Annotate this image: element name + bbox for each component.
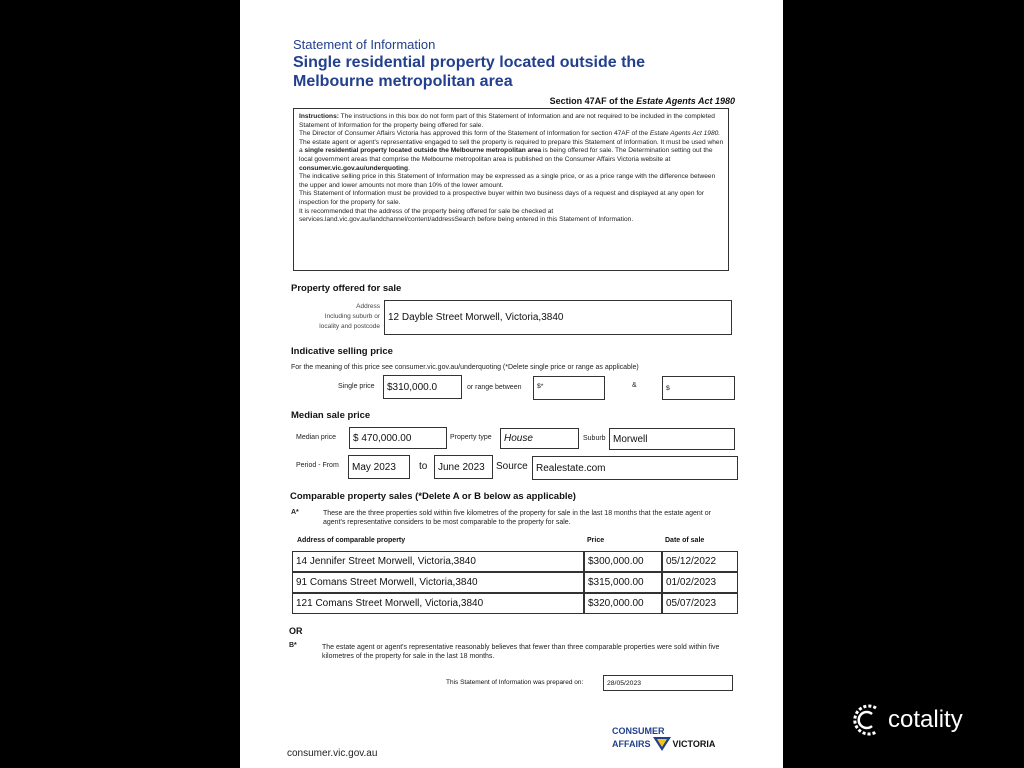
cotality-watermark: cotality [850,700,963,740]
table-row [292,572,738,593]
address-field[interactable]: 12 Dayble Street Morwell, Victoria,3840 [384,300,732,335]
range-label: or range between [467,384,522,391]
period-to-field[interactable]: June 2023 [434,455,493,479]
instructions-para-1: Instructions: The instructions in this box do not form part of this Statement of Information and are not required to be included in the completed Statement of Information for the property being offered for sale. [299,113,715,129]
prepared-date-field[interactable]: 28/05/2023 [603,675,733,691]
document-title: Single residential property located outside the Melbourne metropolitan area [293,54,646,90]
row-address-field[interactable]: 14 Jennifer Street Morwell, Victoria,3840 [292,551,584,572]
instructions-para-6: It is recommended that the address of the property being offered for sale be checked at services.land.vic.gov.au/landchannel/content/addressSearch before being entered in this Statement of Information. [299,207,634,224]
range-from-field[interactable]: $* [533,376,605,400]
instructions-box [293,108,729,271]
row-price-field[interactable]: $300,000.00 [584,551,662,572]
col-header-address: Address of comparable property [297,537,406,544]
option-b-text: The estate agent or agent's representative reasonably believes that fewer than three comparable properties were sold within five kilometres of the property for sale in the last 18 months. [322,644,720,660]
victoria-triangle-icon [652,736,672,752]
document-subtitle: Statement of Information [293,37,436,52]
range-ampersand: & [632,382,637,389]
row-address-field[interactable]: 121 Comans Street Morwell, Victoria,3840 [292,593,584,614]
row-price-field[interactable]: $320,000.00 [584,593,662,614]
address-label: Address Including suburb or locality and postcode [319,303,380,330]
footer-url: consumer.vic.gov.au [287,748,378,759]
option-a-text: These are the three properties sold within five kilometres of the property for sale in the last 18 months that the estate agent or agent's representative considers to be most comparable to the property for sale. [323,510,711,526]
single-price-field[interactable]: $310,000.0 [383,375,462,399]
document-page [240,0,783,768]
property-type-label: Property type [450,434,492,441]
cotality-logo-icon [850,700,886,740]
row-address-field[interactable]: 91 Comans Street Morwell, Victoria,3840 [292,572,584,593]
median-heading: Median sale price [291,410,371,421]
row-price-field[interactable]: $315,000.00 [584,572,662,593]
option-b-mark: B* [289,642,297,649]
table-row [292,593,738,614]
median-price-label: Median price [296,434,337,441]
col-header-date: Date of sale [665,537,705,544]
or-separator: OR [289,626,303,636]
instructions-para-5: This Statement of Information must be provided to a prospective buyer within two business days of a request and displayed at any open for inspection for the property for sale. [299,190,705,206]
median-price-field[interactable]: $ 470,000.00 [349,427,447,449]
instructions-para-2: The Director of Consumer Affairs Victoria has approved this form of the Statement of Information for section 47AF of the Estate Agents Act 1980. [299,130,721,138]
col-header-price: Price [587,537,605,544]
period-from-field[interactable]: May 2023 [348,455,410,479]
period-to-label: to [419,461,428,472]
instructions-para-3: The estate agent or agent's representative engaged to sell the property is required to prepare this Statement of Information. It must be used when a single residential property located outside the Melbourne metropolitan area is being offered for sale. The Determination setting out the local government areas that comprise the Melbourne metropolitan area is published on the Consumer Affairs Victoria website at consumer.vic.gov.au/underquoting. [299,138,724,172]
suburb-field[interactable]: Morwell [609,428,735,450]
property-type-field[interactable]: House [500,428,579,449]
period-from-label: Period - From [296,462,339,469]
single-price-label: Single price [338,383,375,390]
table-row [292,551,738,572]
source-field[interactable]: Realestate.com [532,456,738,480]
source-label: Source [496,461,528,472]
section-reference: Section 47AF of the Estate Agents Act 1980 [549,96,735,106]
option-a-mark: A* [291,509,299,516]
instructions-para-4: The indicative selling price in this Statement of Information may be expressed as a single price, or as a price range with the difference between the upper and lower amounts not more than 10% of the lower amount. [299,173,716,189]
row-date-field[interactable]: 05/12/2022 [662,551,738,572]
indicative-note: For the meaning of this price see consumer.vic.gov.au/underquoting (*Delete single price or range as applicable) [291,364,639,371]
consumer-affairs-victoria-logo: CONSUMER AFFAIRS VICTORIA [612,726,715,752]
row-date-field[interactable]: 05/07/2023 [662,593,738,614]
property-heading: Property offered for sale [291,283,402,294]
row-date-field[interactable]: 01/02/2023 [662,572,738,593]
prepared-label: This Statement of Information was prepared on: [446,679,584,686]
suburb-label: Suburb [583,435,606,442]
comparable-heading: Comparable property sales (*Delete A or B below as applicable) [290,491,576,502]
range-to-field[interactable]: $ [662,376,735,400]
indicative-heading: Indicative selling price [291,346,393,357]
